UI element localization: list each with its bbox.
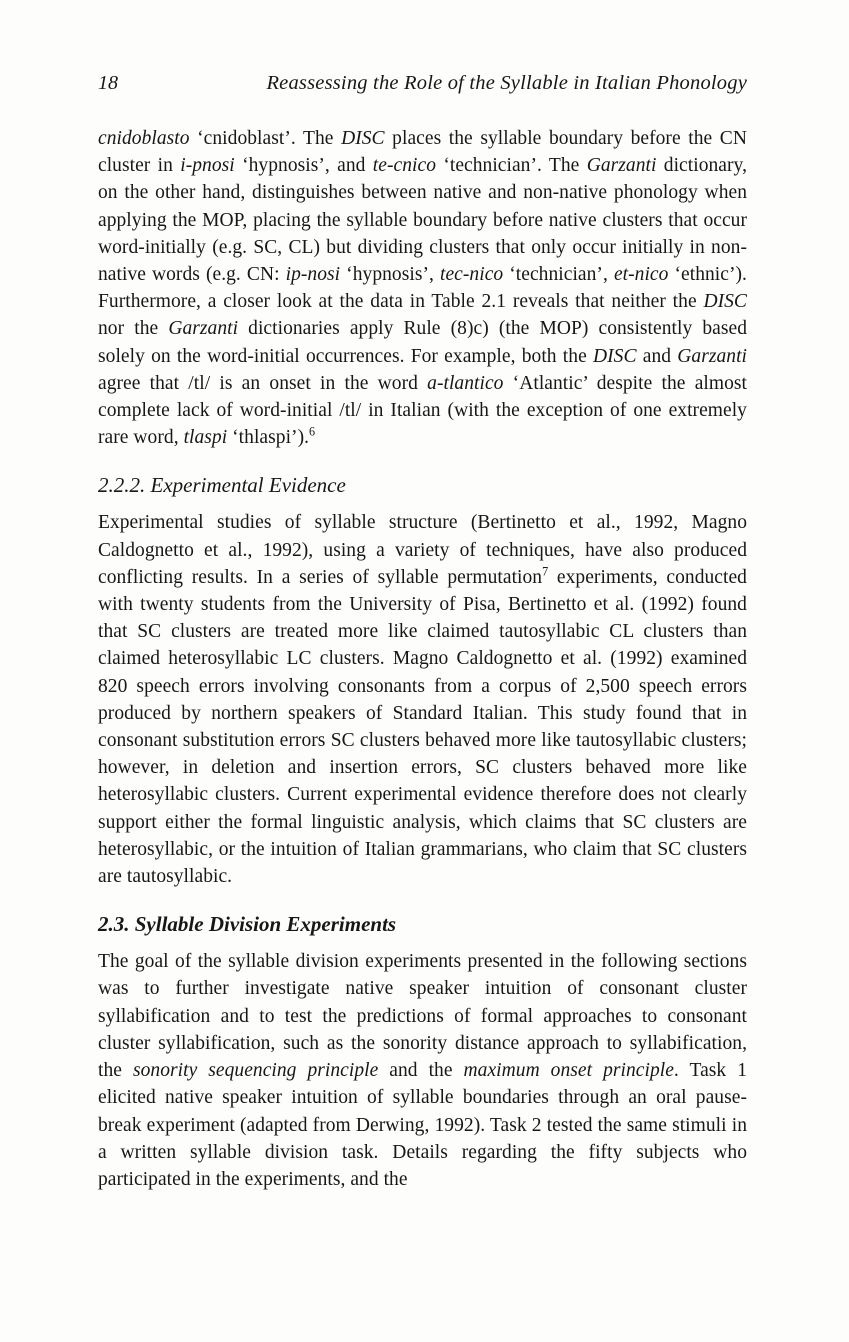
italic-text: DISC — [703, 291, 747, 313]
text-segment: ‘Atlantic’ despite the almost complete lack of word-initial /tl/ in Italian (with the exception of one extremely rare word, — [98, 372, 747, 449]
italic-text: i-pnosi — [180, 155, 235, 177]
italic-text: cnidoblasto — [98, 128, 190, 149]
italic-text: sonority sequencing principle — [132, 1060, 379, 1082]
paragraph-dictionary-evidence — [98, 125, 747, 451]
running-head: Reassessing the Role of the Syllable in Italian Phonology — [266, 72, 747, 94]
italic-text: DISC — [341, 128, 385, 149]
text-segment: nor the — [98, 318, 169, 340]
page-content — [98, 125, 747, 1193]
page-number: 18 — [98, 72, 118, 94]
heading-syllable-division-experiments: 2.3. Syllable Division Experiments — [98, 912, 397, 937]
text-segment: agree that /tl/ is an onset in the word — [98, 372, 428, 394]
text-segment: dictionaries apply Rule (8)c) (the MOP) consistently based solely on the word-initial occurrences. For example, both the — [98, 318, 748, 367]
text-segment: ‘hypnosis’, and — [234, 155, 373, 177]
italic-text: tlaspi — [183, 427, 228, 449]
italic-text: Garzanti — [586, 155, 657, 177]
italic-text: maximum onset principle — [463, 1060, 674, 1082]
heading-experimental-evidence: 2.2.2. Experimental Evidence — [98, 473, 346, 498]
italic-text: Garzanti — [677, 345, 748, 367]
italic-text: Garzanti — [168, 318, 239, 340]
text-segment: ‘hypnosis’, — [340, 264, 440, 286]
text-segment: places the syllable boundary before the CN cluster in — [98, 128, 747, 177]
text-segment: ‘technician’. The — [436, 155, 587, 177]
text-segment: ‘cnidoblast’. The — [189, 128, 342, 149]
text-segment: ‘thlaspi’). — [227, 427, 310, 449]
text-segment: and — [636, 345, 678, 367]
text-segment: . Task 1 elicited native speaker intuition of syllable boundaries through an oral pause-break experiment (adapted from Derwing, 1992). Task 2 tested the same stimuli in a written syllable division task. Details regarding the fifty subjects who participated in the experiments, and the — [98, 1060, 747, 1190]
text-segment: and the — [378, 1060, 464, 1082]
italic-text: et-nico — [613, 264, 669, 286]
text-segment: The goal of the syllable division experiments presented in the following sections was to further investigate native speaker intuition of consonant cluster syllabification and to test the predictions of formal approaches to consonant cluster syllabification, such as the sonority distance approach to syllabification, the — [98, 951, 747, 1082]
italic-text: ip-nosi — [285, 264, 341, 286]
text-segment: ‘technician’, — [503, 264, 614, 286]
italic-text: a-tlantico — [427, 372, 504, 394]
paragraph-experimental-studies — [98, 509, 747, 890]
footnote-ref: 7 — [542, 564, 549, 579]
italic-text: te-cnico — [372, 155, 436, 177]
text-segment: dictionary, on the other hand, distinguishes between native and non-native phonology when applying the MOP, placing the syllable boundary before native clusters that occur word-initially (e.g. SC, CL) but dividing clusters that only occur initially in non-native words (e.g. CN: — [98, 155, 748, 286]
footnote-ref: 6 — [309, 424, 316, 439]
page-header — [98, 72, 747, 95]
text-segment: ‘ethnic’). Furthermore, a closer look at the data in Table 2.1 reveals that neither the — [98, 264, 747, 313]
text-segment: experiments, conducted with twenty students from the University of Pisa, Bertinetto et al. (1992) found that SC clusters are treated more like claimed tautosyllabic CL clusters than claimed heterosyllabic LC clusters. Magno Caldognetto et al. (1992) examined 820 speech errors involving consonants from a corpus of 2,500 speech errors produced by northern speakers of Standard Italian. This study found that in consonant substitution errors SC clusters behaved more like tautosyllabic clusters; however, in deletion and insertion errors, SC clusters behaved more like heterosyllabic clusters. Current experimental evidence therefore does not clearly support either the formal linguistic analysis, which claims that SC clusters are heterosyllabic, or the intuition of Italian grammarians, who claim that SC clusters are tautosyllabic. — [98, 566, 747, 888]
italic-text: DISC — [592, 345, 637, 367]
text-segment: Experimental studies of syllable structure (Bertinetto et al., 1992, Magno Caldognetto et al., 1992), using a variety of techniques, have also produced conflicting results. In a series of syllable permutation — [98, 512, 747, 588]
paragraph-syllable-division-goal — [98, 948, 747, 1193]
italic-text: tec-nico — [440, 264, 504, 286]
